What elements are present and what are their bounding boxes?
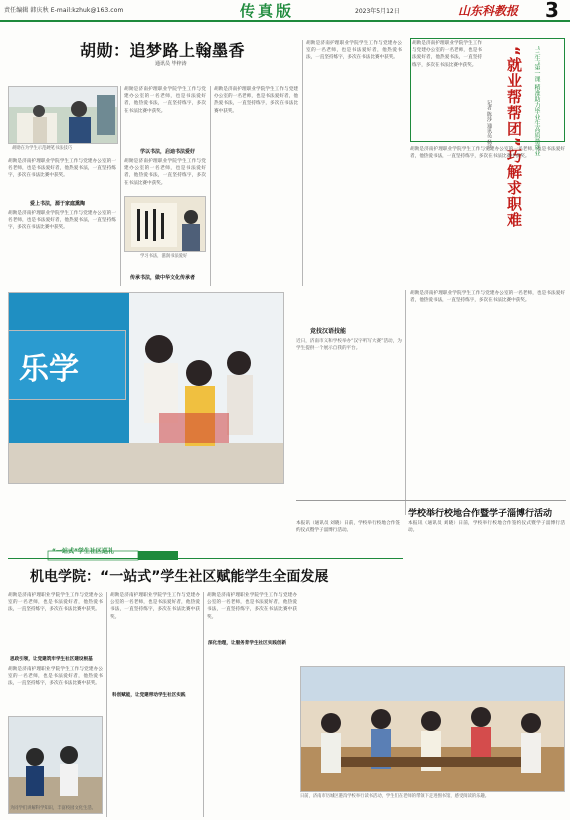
lower-col3-content: 胡勋是济南护理职业学院学生工作与党建办公室的一名老师，也是书法爱好者，他热爱书法，一直坚持练字，多次在书法比赛中获奖。 xyxy=(207,593,297,620)
section-rule xyxy=(296,500,566,501)
lower-photo-caption: 为同学们讲解科学知识，丰富校园文化生活。 xyxy=(10,806,96,811)
column-divider-6 xyxy=(203,592,204,817)
lower-subhead-1: 思政引领，让党建筑牢学生社区建设根基 xyxy=(10,657,93,662)
calligraphy-photo xyxy=(124,196,206,252)
sidebar-text-c-content: 胡勋是济南护理职业学院学生工作与党建办公室的一名老师，也是书法爱好者，他热爱书法，一直坚持练字，多次在书法比赛中获奖。 xyxy=(410,291,565,304)
lead-byline: 通讯员 毕梓涛 xyxy=(155,61,187,67)
feature-caption: 近日，济南市义和学校举办“汉字听写大赛”活动，为学生提供一个展示自我的平台。 xyxy=(296,339,402,351)
lead-col4-content: 胡勋是济南护理职业学院学生工作与党建办公室的一名老师，也是书法爱好者，他热爱书法，一直坚持练字，多次在书法比赛中获奖。 xyxy=(306,41,402,61)
lead-col2-b-content: 胡勋是济南护理职业学院学生工作与党建办公室的一名老师，也是书法爱好者，他热爱书法，一直坚持练字，多次在书法比赛中获奖。 xyxy=(124,159,206,186)
column-divider xyxy=(120,86,121,286)
bottom-photo-caption: 日前，济南市历城区港沟学校举行读书活动，学生们在老师的带领下走进图书馆，感受阅读的乐趣。 xyxy=(300,794,490,799)
section-tag: “一站式”学生社区巡礼 xyxy=(52,548,114,555)
lead-subhead-2: 学以书法，启迪书法爱好 xyxy=(140,149,196,155)
page-header xyxy=(0,0,570,22)
sidebar-text-b xyxy=(410,146,565,281)
school-article-title: 学校举行校地合作暨学子淄博行活动 xyxy=(408,509,553,519)
lower-col2-text xyxy=(110,592,200,817)
lower-col3-text xyxy=(207,592,297,817)
lead-col2-text xyxy=(124,86,206,146)
lead-subhead-3: 传承书法，做中华文化传承者 xyxy=(130,275,196,281)
masthead-logo: 山东科教报 xyxy=(458,4,519,18)
school-text-b xyxy=(408,520,565,660)
bottom-photo xyxy=(300,666,565,792)
lead-col2-text-b xyxy=(124,158,206,193)
sidebar-kicker: “三生”第一课 精准助力毕业生高质量就业 xyxy=(533,46,540,157)
column-divider-3 xyxy=(302,40,303,286)
sidebar-text-b-content: 胡勋是济南护理职业学院学生工作与党建办公室的一名老师，也是书法爱好者，他热爱书法，一直坚持练字，多次在书法比赛中获奖。 xyxy=(410,147,565,160)
editor-info: 责任编辑 韩庆秋 E-mail:kzhuk@163.com xyxy=(4,7,124,14)
lead-intro-text: 胡勋是济南护理职业学院学生工作与党建办公室的一名老师，也是书法爱好者，他热爱书法，一直坚持练字，多次在书法比赛中获奖。 xyxy=(8,159,116,179)
feature-sign-text: 乐学 xyxy=(19,352,79,387)
lower-col1-text-b xyxy=(8,666,103,714)
lower-col2-content: 胡勋是济南护理职业学院学生工作与党建办公室的一名老师，也是书法爱好者，他热爱书法，一直坚持练字，多次在书法比赛中获奖。 xyxy=(110,593,200,620)
school-text-b-content: 本报讯（通讯员 刘晓）日前，学校举行校地合作签约仪式暨学子淄博行活动。 xyxy=(408,521,565,534)
section-label: 传真版 xyxy=(240,2,295,20)
feature-head: 竞技汉语技能 xyxy=(310,328,347,335)
sidebar-text-a-content: 胡勋是济南护理职业学院学生工作与党建办公室的一名老师，也是书法爱好者，他热爱书法，一直坚持练字，多次在书法比赛中获奖。 xyxy=(412,41,482,68)
lead-text-1 xyxy=(8,210,116,285)
lead-article-title: 胡勋：追梦路上翰墨香 xyxy=(80,41,246,60)
lead-subhead-1: 爱上书法，源于家庭熏陶 xyxy=(30,201,86,207)
lower-subhead-2: 科创赋能，让党建带动学生社区实践 xyxy=(112,693,186,698)
lead-text-1-content: 胡勋是济南护理职业学院学生工作与党建办公室的一名老师，也是书法爱好者，他热爱书法，一直坚持练字，多次在书法比赛中获奖。 xyxy=(8,211,116,231)
lead-col4-text xyxy=(306,40,402,286)
school-text-a xyxy=(296,520,400,660)
lower-article-title: 机电学院：“一站式”学生社区赋能学生全面发展 xyxy=(30,569,329,585)
sidebar-byline: 记者 陈莎 通讯员 杨洁 xyxy=(486,100,492,150)
page-number: 3 xyxy=(545,0,559,22)
lead-col3-content: 胡勋是济南护理职业学院学生工作与党建办公室的一名老师，也是书法爱好者，他热爱书法，一直坚持练字，多次在书法比赛中获奖。 xyxy=(214,87,298,114)
lower-col1-b-content: 胡勋是济南护理职业学院学生工作与党建办公室的一名老师，也是书法爱好者，他热爱书法，一直坚持练字，多次在书法比赛中获奖。 xyxy=(8,667,103,687)
lead-photo-caption: 胡勋在为学生示范硬笔书法技巧 xyxy=(12,146,73,151)
issue-date: 2023年5月12日 xyxy=(355,8,400,15)
section-tag-line xyxy=(8,558,403,559)
sidebar-title: “就业帮帮团”巧解求职难 xyxy=(505,46,523,228)
lower-photo-left xyxy=(8,716,103,814)
feature-photo-overlay xyxy=(8,330,126,400)
column-divider-4 xyxy=(405,290,406,515)
lead-col2-content: 胡勋是济南护理职业学院学生工作与党建办公室的一名老师，也是书法爱好者，他热爱书法，一直坚持练字，多次在书法比赛中获奖。 xyxy=(124,87,206,114)
school-lead: 本报讯（通讯员 刘晓）日前，学校举行校地合作签约仪式暨学子淄博行活动。 xyxy=(296,521,400,534)
column-divider-5 xyxy=(106,592,107,817)
lead-photo xyxy=(8,86,118,144)
sidebar-text-a xyxy=(412,40,482,140)
calligraphy-photo-caption: 学习书法，滋润书法爱好 xyxy=(140,254,188,259)
sidebar-text-c xyxy=(410,290,565,502)
lower-col1-content: 胡勋是济南护理职业学院学生工作与党建办公室的一名老师，也是书法爱好者，他热爱书法，一直坚持练字，多次在书法比赛中获奖。 xyxy=(8,593,103,613)
column-divider-2 xyxy=(210,86,211,286)
lower-subhead-3: 深化治理，让服务育学生社区实践创新 xyxy=(208,641,287,646)
lead-col3-text xyxy=(214,86,298,286)
lower-col1-text xyxy=(8,592,103,652)
